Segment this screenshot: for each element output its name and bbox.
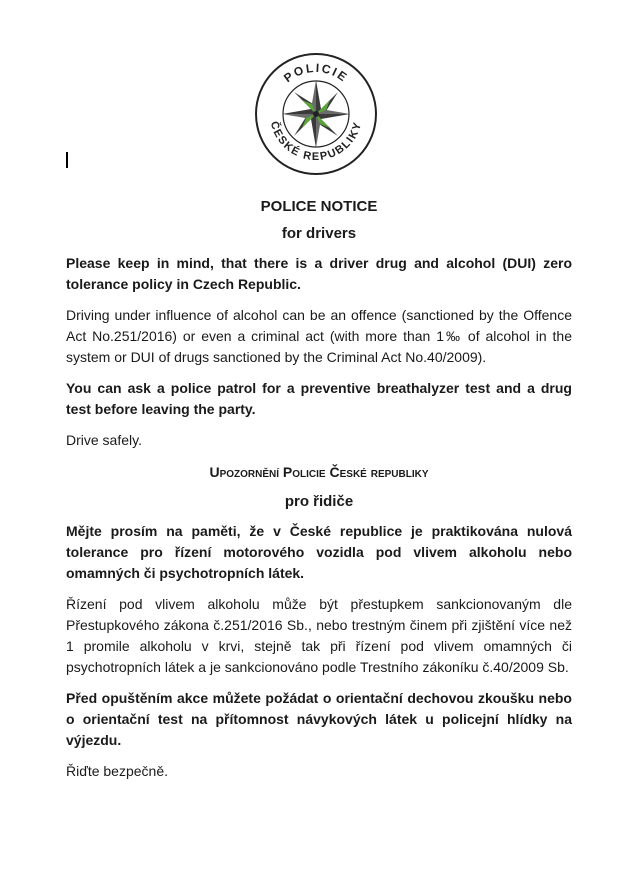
czech-title: Upozornění Policie České republiky [209, 464, 429, 480]
emblem-top-text: POLICIE [281, 60, 351, 86]
notice-content [66, 197, 572, 782]
czech-closing: Řiďte bezpečně. [66, 763, 168, 779]
english-body: Driving under influence of alcohol can be an offence (sanctioned by the Offence Act No.251/2016) or even a criminal act (with more than 1‰ of alcohol in the system or DUI of drugs sanctioned by the Criminal Act No.40/2009). [66, 307, 572, 365]
czech-lead: Mějte prosím na paměti, že v České republice je praktikována nulová tolerance pro řízení motorového vozidla pod vlivem alkoholu nebo omamných či psychotropních látek. [66, 523, 572, 581]
english-lead: Please keep in mind, that there is a driver drug and alcohol (DUI) zero tolerance policy in Czech Republic. [66, 255, 572, 292]
emblem-bottom-text: ČESKÉ REPUBLIKY [267, 119, 365, 164]
text-cursor [66, 152, 68, 168]
police-emblem [254, 52, 378, 176]
english-subtitle: for drivers [281, 225, 357, 242]
english-advice: You can ask a police patrol for a preventive breathalyzer test and a drug test before leaving the party. [66, 380, 572, 417]
czech-advice: Před opuštěním akce můžete požádat o orientační dechovou zkoušku nebo o orientační test na přítomnost návykových látek u policejní hlídky na výjezdu. [66, 690, 572, 748]
english-closing: Drive safely. [66, 432, 142, 448]
police-star-emblem-icon [282, 80, 350, 148]
english-title: POLICE NOTICE [260, 198, 378, 215]
czech-body: Řízení pod vlivem alkoholu může být přestupkem sankcionovaným dle Přestupkového zákona č.251/2016 Sb., nebo trestným činem při zjištění více než 1 promile alkoholu v krvi, stejně tak při řízení pod vlivem omamných či psychotropních látek a je sankcionováno podle Trestního zákoníku č.40/2009 Sb. [66, 596, 572, 675]
czech-subtitle: pro řidiče [284, 493, 354, 510]
